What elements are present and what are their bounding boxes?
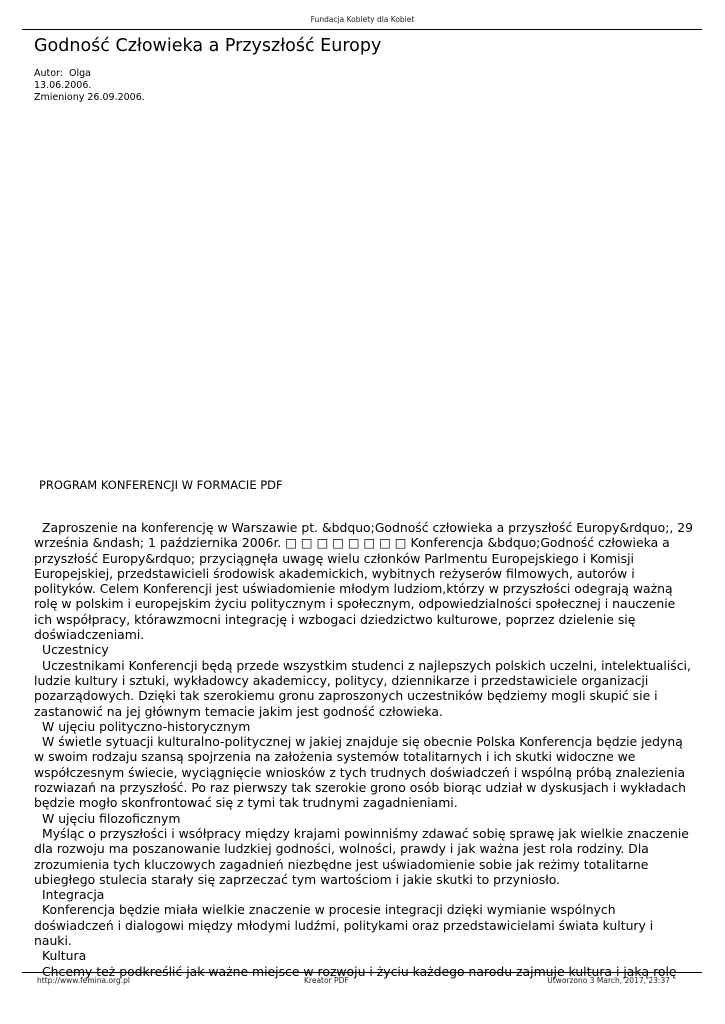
footer-divider xyxy=(22,972,702,973)
article-meta xyxy=(34,68,145,104)
article-modified: Zmieniony 26.09.2006. xyxy=(34,92,145,103)
program-pdf-link[interactable]: PROGRAM KONFERENCJI W FORMACIE PDF xyxy=(39,478,283,492)
section-heading: W ujęciu polityczno-historycznym xyxy=(42,718,251,734)
footer-url-link[interactable]: http://www.femina.org.pl xyxy=(37,976,130,985)
article-body xyxy=(34,520,694,979)
footer-created-date: Utworzono 3 March, 2017, 23:37 xyxy=(547,976,670,985)
body-paragraph: Konferencja będzie miała wielkie znaczenie w procesie integracji dzięki wymianie wspólnych doświadczeń i dialogowi między młodymi ludźmi, politykami oraz przedstawicielami świata kultury i nauki. xyxy=(34,902,654,949)
section-heading: Kultura xyxy=(42,948,87,964)
body-paragraph: Uczestnikami Konferencji będą przede wszystkim studenci z najlepszych polskich uczelni, intelektualiści, ludzie kultury i sztuki, wykładowcy akademiccy, politycy, dziennikarze i przedstawiciele organizacji pozarządowych. Dzięki tak szerokiemu gronu zaproszonych uczestników będziemy mogli skupić sie i zastanowić na jej głównym temacie jakim jest godność człowieka. xyxy=(34,657,691,719)
page-header: Fundacja Kobiety dla Kobiet xyxy=(310,15,415,24)
section-heading: Integracja xyxy=(42,887,105,903)
body-paragraph: Zaproszenie na konferencję w Warszawie pt. &bdquo;Godność człowieka a przyszłość Europy&rdquo;, 29 września &ndash; 1 października 2006r. □ □ □ □ □ □ □ □ Konferencja &bdquo;Godność człowieka a przyszłość Europy&rdquo; przyciągnęła uwagę wielu członków Parlmentu Europejskiego i Komisji Europejskiej, przedstawicieli środowisk akademickich, wybitnych reżyserów filmowych, autorów i polityków. Celem Konferencji jest uświadomienie młodym ludziom,którzy w przyszłości odegrają ważną rolę w polskim i europejskim życiu politycznym i społecznym, odpowiedzialności społecznej i nauczenie ich współpracy, którawzmocni integrację i wzbogaci dziedzictwo kulturowe, poprzez dzielenie się doświadczeniami. xyxy=(34,520,694,643)
body-paragraph: W świetle sytuacji kulturalno-politycznej w jakiej znajduje się obecnie Polska Konferencja będzie jedyną w swoim rodzaju szansą spojrzenia na założenia systemów totalitarnych i ich skutki widoczne we współczesnym świecie, wyciągnięcie wniosków z tych trudnych doświadczeń i wspólną próbą znalezienia rozwiazań na przyszłość. Po raz pierwszy tak szerokie grono osób biorąc udział w dyskusjach i wykładach będzie mogło skonfrontować się z tymi tak trudnymi zagadnieniami. xyxy=(34,734,686,811)
article-title: Godność Człowieka a Przyszłość Europy xyxy=(34,36,382,56)
footer-generator: Kreator PDF xyxy=(304,976,349,985)
body-paragraph: Myśląc o przyszłości i wsółpracy między krajami powinniśmy zdawać sobię sprawę jak wielkie znaczenie dla rozwoju ma poszanowanie ludzkiej godności, wolności, prawdy i jak ważna jest rola rodziny. Dla zrozumienia tych kluczowych zagadnień niezbędne jest uświadomienie sobie jak reżimy totalitarne ubiegłego stulecia starały się zaprzeczać tym wartościom i jakie skutki to przyniosło. xyxy=(34,825,689,887)
section-heading: W ujęciu filozoficznym xyxy=(42,810,181,826)
header-divider xyxy=(22,29,702,30)
section-heading: Uczestnicy xyxy=(42,642,109,658)
article-date: 13.06.2006. xyxy=(34,80,92,91)
body-paragraph: Chcemy też podkreślić jak ważne miejsce w rozwoju i życiu każdego narodu zajmuje kultura i jaką rolę xyxy=(42,963,677,979)
article-author: Autor: Olga xyxy=(34,68,92,79)
